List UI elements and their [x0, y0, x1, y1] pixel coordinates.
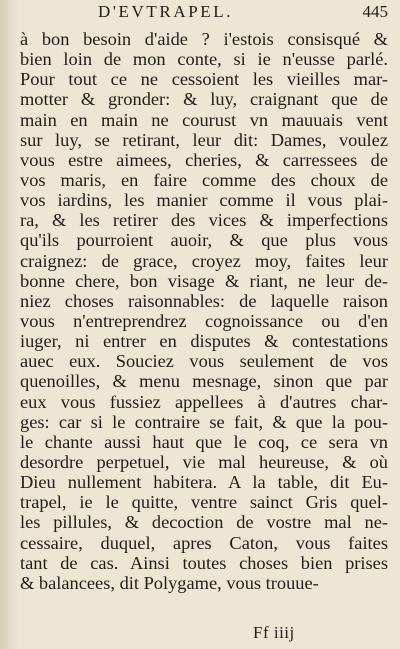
text-line: niez choses raisonnables: de laquelle raison: [20, 290, 388, 311]
page-header: [0, 2, 400, 24]
text-line: cessaire, duquel, apres Caton, vous faites: [20, 532, 388, 553]
text-line: ges: car si le contraire se fait, & que la pou-: [20, 411, 388, 432]
text-line: bien loin de mon conte, si ie n'eusse parlé.: [20, 49, 388, 70]
text-line: vous n'entreprendrez cognoissance ou d'en: [20, 310, 388, 331]
text-line: bonne chere, bon visage & riant, ne leur de-: [20, 270, 388, 291]
text-line: le chante aussi haut que le coq, ce sera vn: [20, 431, 388, 452]
text-line: & balancees, dit Polygame, vous trouue-: [20, 572, 319, 593]
running-head: D'EVTRAPEL.: [98, 2, 234, 21]
text-line: vos iardins, les manier comme il vous plai-: [20, 190, 388, 211]
text-line: iuger, ni entrer en disputes & contestations: [20, 331, 388, 352]
text-line: tant de cas. Ainsi toutes choses bien prises: [20, 552, 388, 573]
text-line: Dieu nullement habitera. A la table, dit Eu-: [20, 472, 388, 493]
text-line: les pillules, & decoction de vostre mal ne-: [20, 512, 388, 533]
text-line: Pour tout ce ne cessoient les vieilles mar-: [20, 69, 388, 90]
text-line: eux vous fussiez appellees à d'autres char-: [20, 391, 388, 412]
page-number: 445: [362, 2, 388, 21]
text-line: craignez: de grace, croyez moy, faites leur: [20, 250, 388, 271]
text-line: motter & gronder: & luy, craignant que de: [20, 89, 388, 110]
text-line: à bon besoin d'aide ? i'estois consisqué &: [20, 29, 388, 49]
signature-mark: Ff iiij: [253, 623, 295, 642]
text-line: main en main ne courust vn mauuais vent: [20, 109, 388, 130]
text-line: qu'ils pourroient auoir, & que plus vous: [20, 230, 388, 251]
text-line: vous estre aimees, cheries, & carressees de: [20, 149, 388, 170]
body-text: [20, 29, 388, 593]
text-line: sur luy, se retirant, leur dit: Dames, voulez: [20, 129, 388, 150]
text-line: desordre perpetuel, vie mal heureuse, & où: [20, 451, 388, 472]
text-line: ra, & les retirer des vices & imperfections: [20, 210, 388, 231]
text-line: trapel, ie le quitte, ventre sainct Gris quel-: [20, 492, 388, 513]
text-line: auec eux. Souciez vous seulement de vos: [20, 351, 388, 372]
text-line: quenoilles, & menu mesnage, sinon que par: [20, 371, 388, 392]
gutter-shadow: [0, 0, 18, 649]
text-line: vos maris, en faire comme des choux de: [20, 169, 388, 190]
